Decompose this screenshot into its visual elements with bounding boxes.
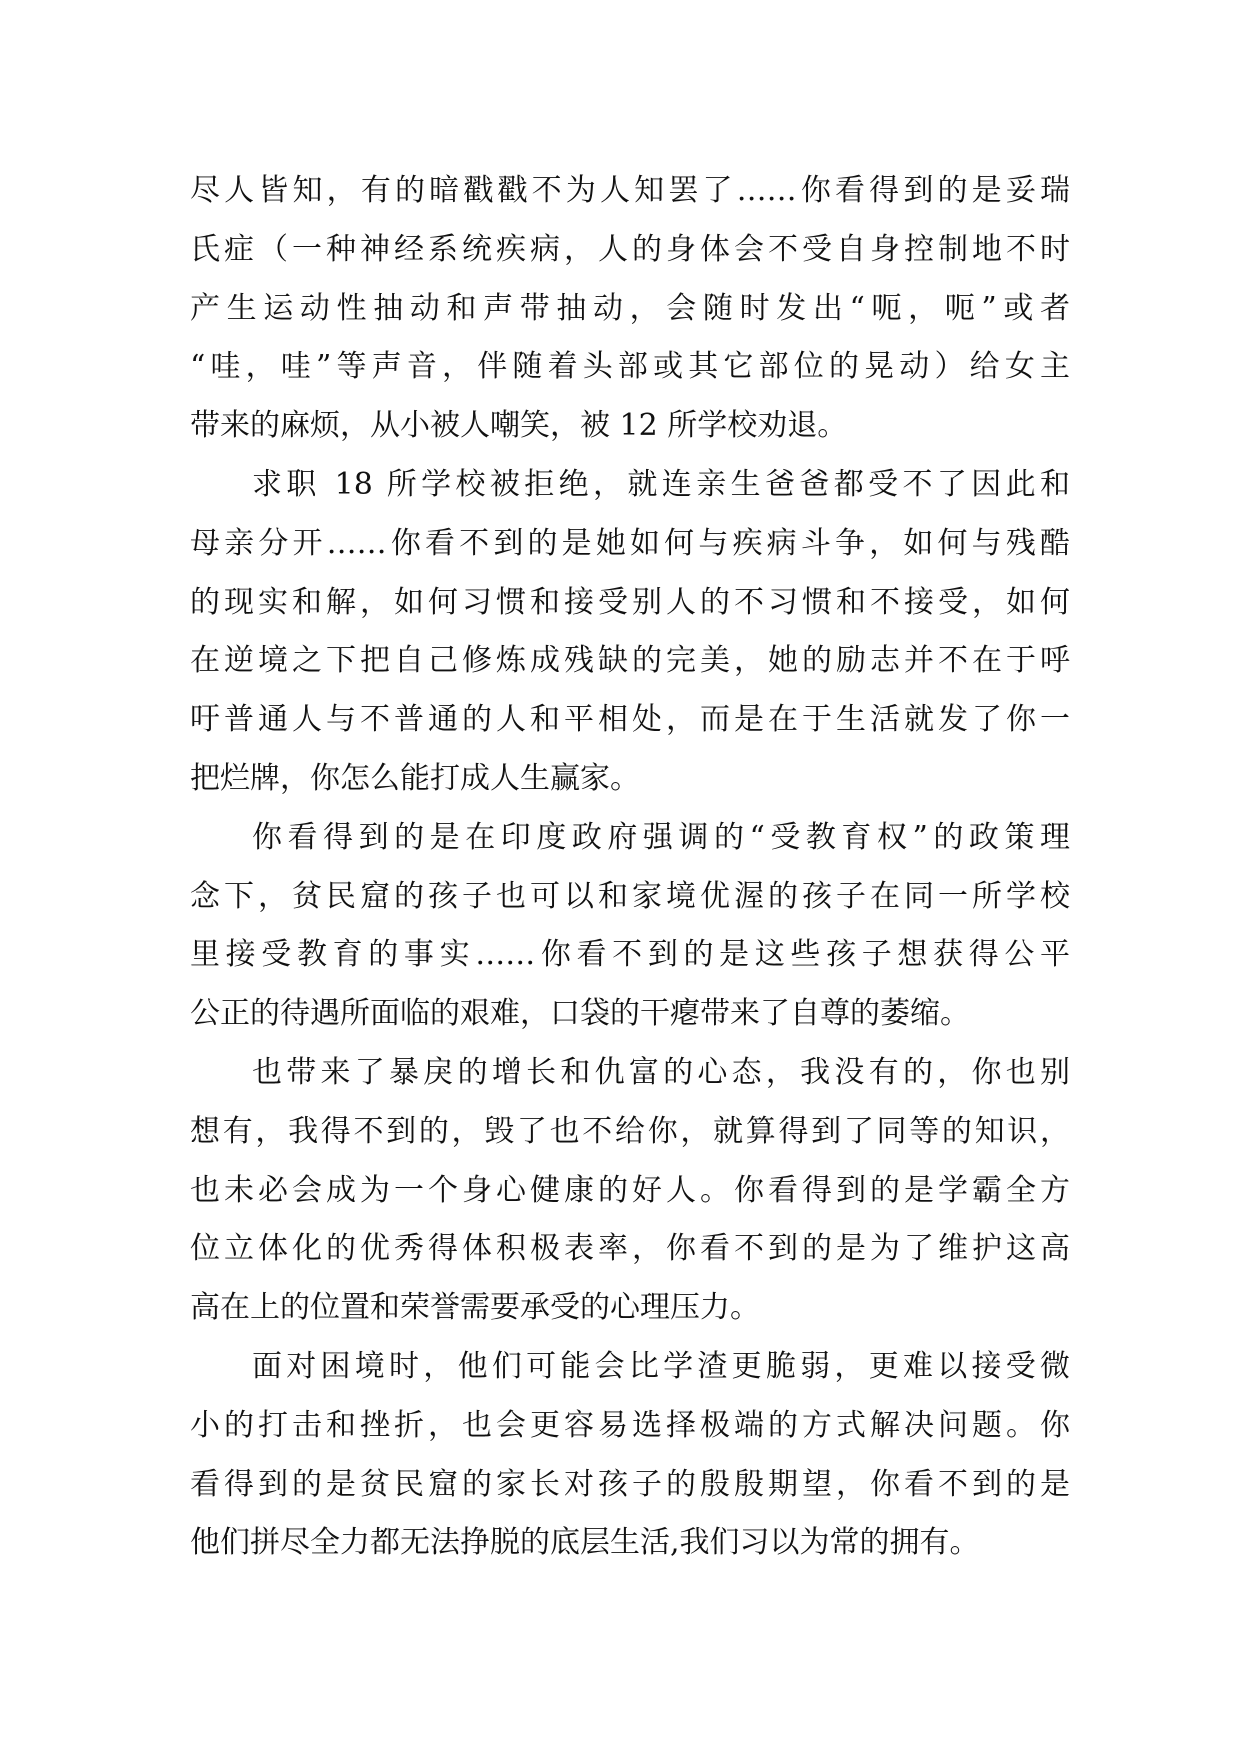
text-line: 的现实和解，如何习惯和接受别人的不习惯和不接受，如何 — [190, 584, 1070, 620]
text-line: 把烂牌，你怎么能打成人生赢家。 — [190, 760, 640, 796]
text-line: 高在上的位置和荣誉需要承受的心理压力。 — [190, 1290, 760, 1326]
paragraph-4 — [190, 1044, 1070, 1338]
text-line: 面对困境时，他们可能会比学渣更脆弱，更难以接受微 — [252, 1348, 1070, 1384]
text-line: 母亲分开……你看不到的是她如何与疾病斗争，如何与残酷 — [190, 525, 1070, 561]
text-line: 带来的麻烦，从小被人嘲笑，被 12 所学校劝退。 — [190, 408, 848, 444]
paragraph-5 — [190, 1338, 1070, 1573]
text-line: 也未必会成为一个身心健康的好人。你看得到的是学霸全方 — [190, 1172, 1070, 1208]
text-line: 小的打击和挫折，也会更容易选择极端的方式解决问题。你 — [190, 1407, 1070, 1443]
text-line: “哇，哇”等声音，伴随着头部或其它部位的晃动）给女主 — [190, 349, 1070, 385]
text-line: 也带来了暴戾的增长和仇富的心态，我没有的，你也别 — [252, 1054, 1070, 1090]
text-line: 念下，贫民窟的孩子也可以和家境优渥的孩子在同一所学校 — [190, 878, 1070, 914]
text-line: 想有，我得不到的，毁了也不给你，就算得到了同等的知识， — [190, 1113, 1070, 1149]
text-line: 求职 18 所学校被拒绝，就连亲生爸爸都受不了因此和 — [252, 466, 1070, 502]
text-line: 在逆境之下把自己修炼成残缺的完美，她的励志并不在于呼 — [190, 643, 1070, 679]
text-line: 氏症（一种神经系统疾病，人的身体会不受自身控制地不时 — [190, 231, 1070, 267]
paragraph-3 — [190, 809, 1070, 1044]
text-line: 产生运动性抽动和声带抽动，会随时发出“呃，呃”或者 — [190, 290, 1070, 326]
text-line: 位立体化的优秀得体积极表率，你看不到的是为了维护这高 — [190, 1231, 1070, 1267]
text-line: 公正的待遇所面临的艰难，口袋的干瘪带来了自尊的萎缩。 — [190, 996, 970, 1032]
body-text — [190, 162, 1070, 1573]
text-line: 尽人皆知，有的暗戳戳不为人知罢了……你看得到的是妥瑞 — [190, 173, 1070, 208]
text-line: 吁普通人与不普通的人和平相处，而是在于生活就发了你一 — [190, 702, 1070, 738]
text-line: 看得到的是贫民窟的家长对孩子的殷殷期望，你看不到的是 — [190, 1466, 1070, 1502]
text-line: 你看得到的是在印度政府强调的“受教育权”的政策理 — [252, 819, 1070, 855]
text-line: 里接受教育的事实……你看不到的是这些孩子想获得公平 — [190, 937, 1070, 973]
paragraph-1 — [190, 162, 1070, 456]
paragraph-2 — [190, 456, 1070, 809]
text-line: 他们拼尽全力都无法挣脱的底层生活,我们习以为常的拥有。 — [190, 1525, 980, 1561]
